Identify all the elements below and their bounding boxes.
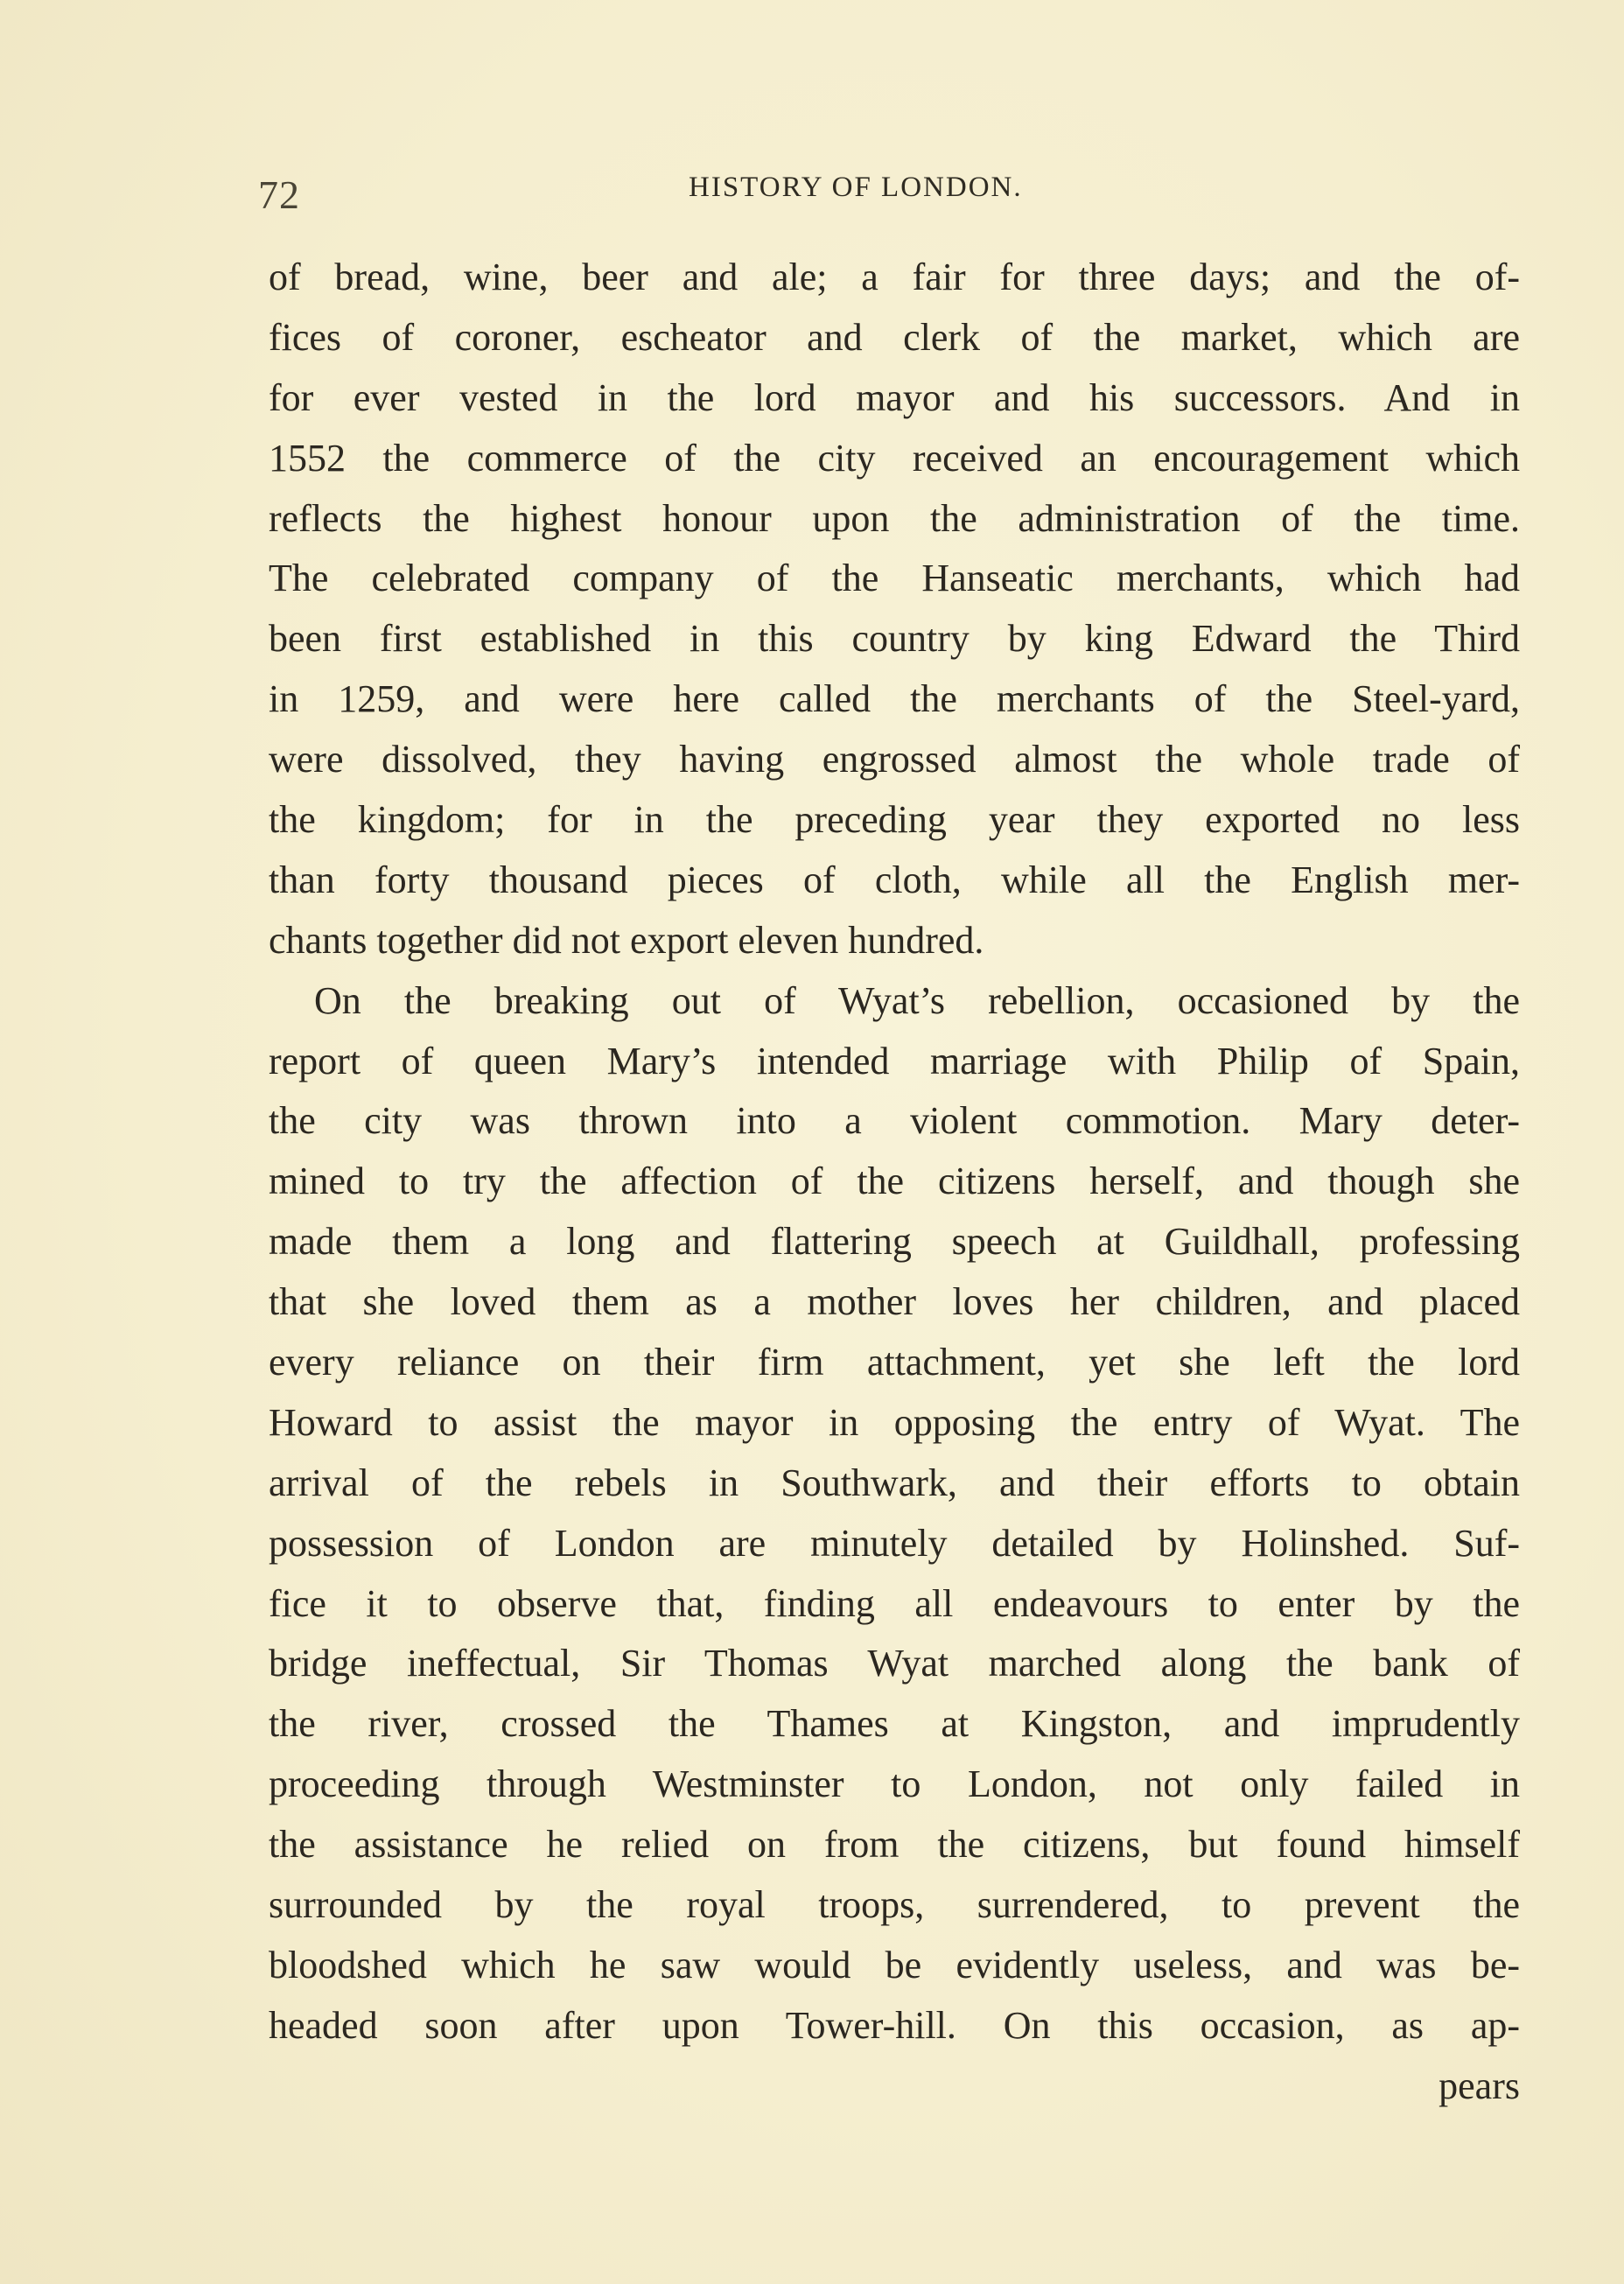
text-line: mined to try the affection of the citizens herself, and though she [269, 1160, 1520, 1203]
body-text [269, 248, 1520, 2117]
text-line: in 1259, and were here called the merchants of the Steel-yard, [269, 677, 1520, 721]
text-line: possession of London are minutely detailed by Holinshed. Suf- [269, 1521, 1520, 1565]
text-line: that she loved them as a mother loves her children, and placed [269, 1280, 1520, 1324]
running-head [258, 172, 1094, 224]
text-line: made them a long and flattering speech at Guildhall, professing [269, 1220, 1520, 1264]
text-line: The celebrated company of the Hanseatic merchants, which had [269, 557, 1520, 600]
text-line: headed soon after upon Tower-hill. On this occasion, as ap- [269, 2003, 1520, 2047]
text-line: arrival of the rebels in Southwark, and their efforts to obtain [269, 1461, 1520, 1504]
text-line: every reliance on their firm attachment, yet she left the lord [269, 1341, 1520, 1384]
text-line: surrounded by the royal troops, surrendered, to prevent the [269, 1883, 1520, 1927]
text-line: Howard to assist the mayor in opposing the entry of Wyat. The [269, 1400, 1520, 1444]
text-line: reflects the highest honour upon the administration of the time. [269, 496, 1520, 540]
text-line: of bread, wine, beer and ale; a fair for three days; and the of- [269, 256, 1520, 298]
text-line: bloodshed which he saw would be evidently useless, and was be- [269, 1943, 1520, 1986]
text-line: 1552 the commerce of the city received an encouragement which [269, 436, 1520, 480]
text-line: fices of coroner, escheator and clerk of the market, which are [269, 315, 1520, 359]
text-line: for ever vested in the lord mayor and his successors. And in [269, 375, 1520, 419]
running-title: HISTORY OF LONDON. [689, 172, 1023, 203]
page-number: 72 [258, 172, 300, 217]
text-line: bridge ineffectual, Sir Thomas Wyat marched along the bank of [269, 1642, 1520, 1685]
text-line: the kingdom; for in the preceding year they exported no less [269, 798, 1520, 842]
text-line: than forty thousand pieces of cloth, while all the English mer- [269, 858, 1520, 901]
text-line: the river, crossed the Thames at Kingston, and imprudently [269, 1702, 1520, 1746]
text-line: been first established in this country by king Edward the Third [269, 617, 1520, 661]
text-line: fice it to observe that, finding all endeavours to enter by the [269, 1581, 1520, 1625]
catchword: pears [1438, 2063, 1520, 2107]
text-line: report of queen Mary’s intended marriage with Philip of Spain, [269, 1039, 1520, 1082]
text-line: the city was thrown into a violent commotion. Mary deter- [269, 1099, 1520, 1143]
text-line: the assistance he relied on from the citizens, but found himself [269, 1823, 1520, 1867]
text-line: were dissolved, they having engrossed almost the whole trade of [269, 738, 1520, 781]
paragraph-start-line: On the breaking out of Wyat’s rebellion, occasioned by the [314, 978, 1520, 1022]
text-line: proceeding through Westminster to London, not only failed in [269, 1762, 1520, 1806]
paragraph-end-line: chants together did not export eleven hundred. [269, 918, 984, 962]
